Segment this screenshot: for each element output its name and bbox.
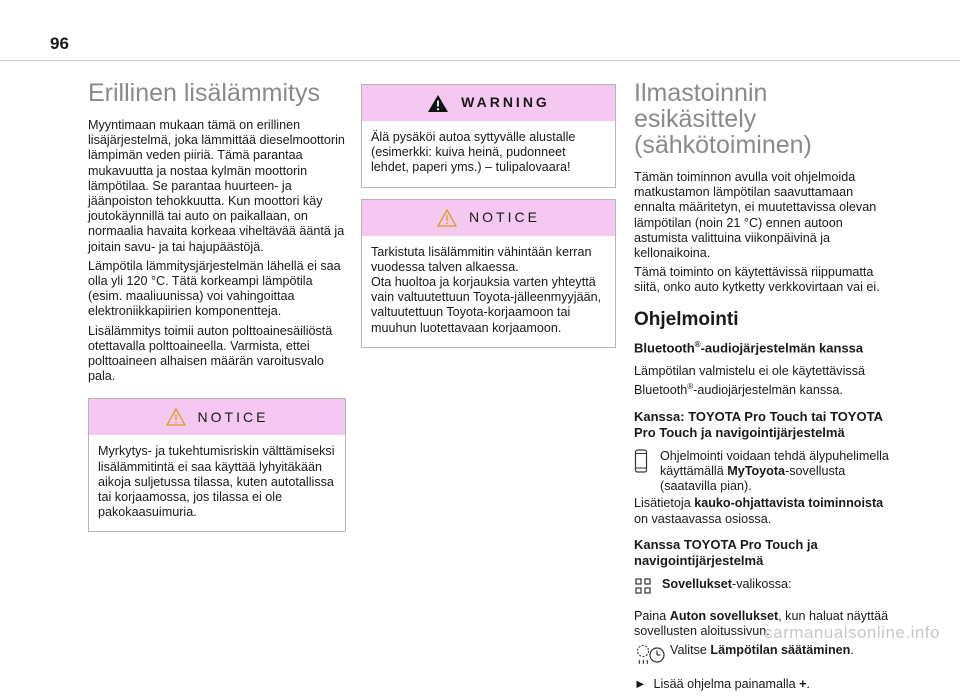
sel-c: .: [850, 643, 854, 658]
heading-programming: Ohjelmointi: [634, 308, 739, 330]
bt-sup: ®: [687, 382, 694, 392]
bt-head-a: Bluetooth: [634, 340, 695, 356]
add-b: +: [799, 677, 807, 692]
warning-icon: [427, 94, 449, 113]
caution-icon: [437, 209, 457, 227]
precond-paragraph-1: Tämän toiminnon avulla voit ohjelmoida matkustamon lämpötilan saavuttamaan ennalta määritetyn, ei muutettavissa olevan lämpötilan (noin 21 °C) ennen autoon astumista valittuina viikonpäivinä ja kellonaikoina.: [634, 170, 877, 261]
press-c: , kun haluat näyttää sovellusten aloitussivun.: [634, 608, 889, 638]
notice-box-service: [361, 199, 616, 348]
warning-body: Älä pysäköi autoa syttyvälle alustalle (esimerkki: kuiva heinä, pudonneet lehdet, paperi yms.) – tulipalovaara!: [371, 130, 576, 175]
section-title-heater: Erillinen lisälämmitys: [88, 79, 320, 107]
bt-head-b: -audiojärjestelmän kanssa: [700, 340, 864, 356]
heading-pro-touch: Kanssa: TOYOTA Pro Touch tai TOYOTA Pro Touch ja navigointijärjestelmä: [634, 408, 883, 440]
notice-box-heater: [88, 398, 346, 532]
smartphone-icon: [634, 449, 648, 473]
bt-head-sup: ®: [694, 339, 701, 349]
press-b: Auton sovellukset: [669, 608, 779, 623]
warning-box-header: [362, 85, 615, 121]
notice-body: Myrkytys- ja tukehtumisriskin välttämiseksi lisälämmitintä ei saa käyttää lyhyitäkään aikoja suljetussa tilassa, kuten autotallissa tai korjaamossa, jos tilassa ei ole pakokaasuimuria.: [98, 444, 335, 520]
tp-e: kauko-ohjattavista toiminnoista: [694, 496, 884, 511]
heading-bluetooth: [634, 337, 894, 356]
bt-a: Lämpötilan valmistelu ei ole käytettävissä Bluetooth: [634, 364, 865, 398]
sel-b: Lämpötilan säätäminen: [710, 643, 851, 658]
tp-b: MyToyota: [727, 463, 786, 478]
column-supplementary-heater: [88, 80, 346, 532]
notice-paragraph-1: Tarkistuta lisälämmitin vähintään kerran vuodessa talven alkaessa.: [371, 244, 592, 274]
heading-navigation: Kanssa TOYOTA Pro Touch ja navigointijärjestelmä: [634, 536, 818, 568]
notice-body: [362, 236, 615, 347]
tp-d: Lisätietoja: [634, 496, 695, 511]
more-info-text: [634, 496, 894, 526]
warning-box: [361, 84, 616, 188]
notice-title: NOTICE: [197, 408, 269, 425]
precond-paragraph-2: Tämä toiminto on käytettävissä riippumatta siitä, onko auto kytketty verkkovirtaan vai ei.: [634, 265, 880, 295]
add-a: Lisää ohjelma painamalla: [653, 677, 800, 692]
add-c: .: [806, 677, 810, 692]
watermark: carmanualsonline.info: [764, 623, 940, 642]
smartphone-row: [634, 449, 894, 495]
warning-title: WARNING: [461, 94, 550, 111]
heater-paragraph-1: Myyntimaan mukaan tämä on erillinen lisäjärjestelmä, joka lämmittää dieselmoottorin lämpimän veden piiriä. Tämä parantaa mukavuutta ja nostaa kylmän moottorin lämpötilaa. Se parantaa huurteen- ja jäänpoiston tehokkuutta. Kun moottori käy joutokäynnillä tai auto on paikallaan, on normaalia havaita korkeaa viheltävää ääntä ja joitain savu- ja tai hajupäästöjä.: [88, 118, 345, 254]
heater-paragraph-2: Lämpötila lämmitysjärjestelmän lähellä ei saa olla yli 120 °C. Tätä korkeampi lämpötila (esim. maaliuunissa) voi vahingoittaa elektroniikkapiirien komponentteja.: [88, 258, 341, 319]
caution-icon: [166, 408, 186, 426]
temp-adjust-row: [634, 643, 894, 667]
press-a: Paina: [634, 608, 670, 623]
apps-grid-icon: [634, 577, 652, 595]
section-title-preconditioning: Ilmastoinnin esikäsittely (sähkötoiminen): [634, 79, 812, 159]
notice-box-header: [362, 200, 615, 236]
heater-paragraph-3: Lisälämmitys toimii auton polttoainesäiliöstä otettavalla polttoaineella. Varmista, ettei polttoaineen alhaisen määrän varoitusvalo pala.: [88, 323, 333, 384]
notice-title: NOTICE: [469, 209, 540, 225]
tp-c: -sovellusta (saatavilla pian).: [660, 463, 846, 494]
header-divider: [0, 60, 960, 61]
apps-a: Sovellukset: [662, 576, 732, 591]
notice-paragraph-2: Ota huoltoa ja korjauksia varten yhteyttä vain valtuutettuun Toyota-jälleenmyyjään, valtuutettuun Toyota-korjaamoon tai muuhun luotettavaan korjaamoon.: [371, 275, 602, 335]
page-number: 96: [50, 34, 69, 53]
apps-b: -valikossa:: [732, 576, 792, 591]
arrow-right-icon: ►: [634, 677, 647, 692]
add-program-step: [634, 677, 894, 692]
tp-a: Ohjelmointi voidaan tehdä älypuhelimella käyttämällä: [660, 448, 889, 478]
sel-a: Valitse: [670, 643, 711, 658]
column-preconditioning: [634, 80, 894, 696]
notice-box-header: [89, 399, 345, 435]
tp-f: on vastaavassa osiossa.: [634, 511, 772, 526]
bt-b: -audiojärjestelmän kanssa.: [693, 383, 843, 398]
climate-timer-icon: [634, 643, 666, 667]
column-warnings: [361, 80, 616, 348]
bluetooth-text: [634, 364, 894, 399]
apps-row: [634, 577, 894, 595]
